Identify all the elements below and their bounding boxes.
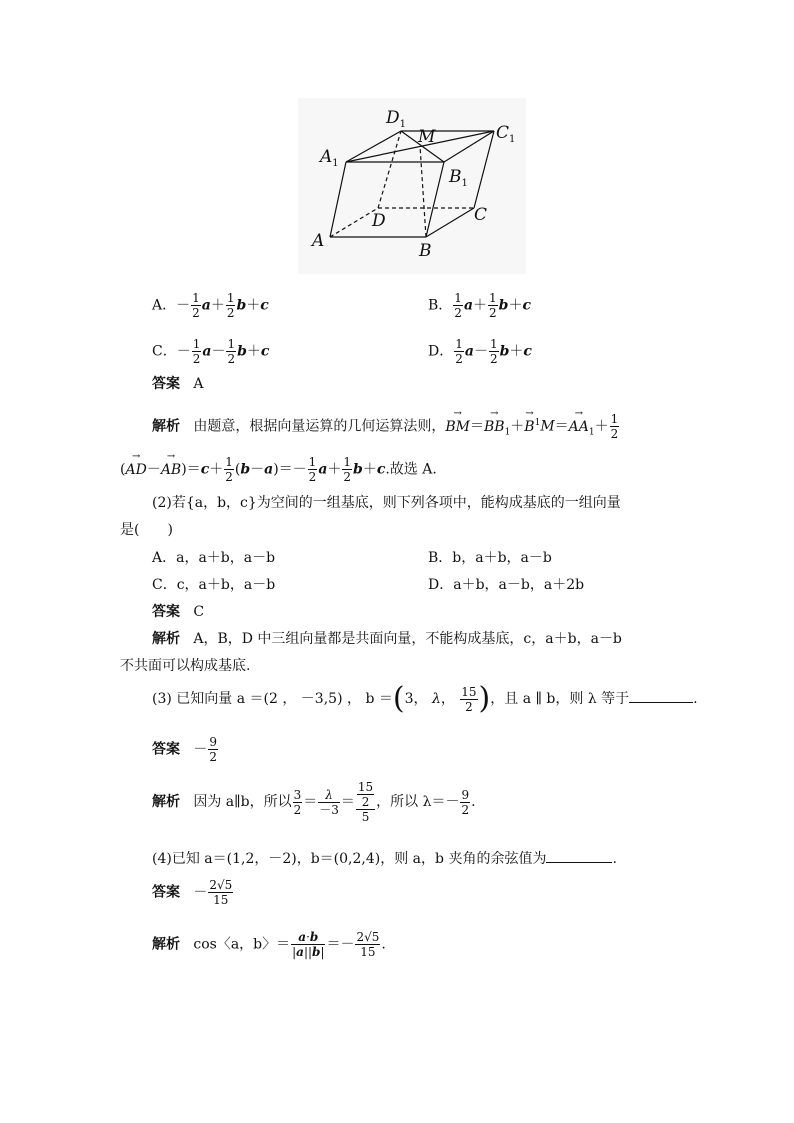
q2-stem-line2: 是( ) bbox=[120, 522, 173, 538]
label-C1: $C_1$ bbox=[496, 123, 516, 145]
q4-answer: 答案 － $\frac{2√5}{15}$ bbox=[152, 878, 233, 907]
q4-blank bbox=[546, 850, 612, 863]
q2-option-b: B．b，a＋b，a－b bbox=[428, 550, 552, 566]
q1-explanation-line2: (→ AD－→ AB)＝c＋ $\frac{1}{2}$ (b－a)＝－ $\frac{1}{2}$ a＋ $\frac{1}{2}$ b＋c.故选 A. bbox=[120, 455, 437, 484]
q4-stem: (4)已知 a＝(1,2，－2)，b＝(0,2,4)，则 a，b 夹角的余弦值为 . bbox=[152, 851, 617, 867]
label-A: A bbox=[312, 231, 325, 251]
q3-stem: (3) 已知向量 a ＝(2 ， －3,5) ， b ＝(3， λ， $\frac{15}{2}$ )，且 a ∥ b，则 λ 等于 . bbox=[152, 681, 698, 716]
label-D: D bbox=[372, 211, 386, 231]
label-B1: $B_1$ bbox=[449, 167, 468, 189]
q1-option-c: C．－ $\frac{1}{2}$ a－ $\frac{1}{2}$ b＋c bbox=[152, 337, 270, 366]
q2-option-d: D．a＋b，a－b，a＋2b bbox=[428, 577, 585, 593]
label-C: C bbox=[474, 205, 488, 225]
label-B: B bbox=[419, 241, 432, 261]
q1-option-a: A．－ $\frac{1}{2}$ a＋ $\frac{1}{2}$ b＋c bbox=[152, 291, 269, 320]
answer-value: A bbox=[193, 376, 204, 392]
answer-label: 答案 bbox=[152, 376, 180, 392]
parallelepiped-figure bbox=[298, 98, 526, 274]
q3-explanation: 解析 因为 a∥b，所以 $\frac{3}{2}$ ＝ $\frac{\lambda}{-3}$ ＝ $\frac{\frac{15}{2}}{5}$ ，所以 λ＝－ $\frac{9}{2}$ . bbox=[152, 780, 476, 824]
q1-explanation-line1: 解析 由题意，根据向量运算的几何运算法则，→ $BM=\to BB_1+\to B^1M=\to AA_1+$ $\frac{1}{2}$ bbox=[152, 412, 620, 441]
label-A1: $A_1$ bbox=[320, 147, 339, 169]
parallelepiped-diagram bbox=[298, 98, 526, 274]
q2-explanation-line2: 不共面可以构成基底. bbox=[120, 658, 251, 674]
q4-explanation: 解析 cos〈a，b〉＝ $\frac{a\cdot b}{|a||b|}$ ＝－ $\frac{2√5}{15}$ . bbox=[152, 930, 386, 959]
q2-answer: 答案 C bbox=[152, 604, 205, 620]
q1-option-d: D． $\frac{1}{2}$ a－ $\frac{1}{2}$ b＋c bbox=[428, 337, 532, 366]
q1-option-b: B． $\frac{1}{2}$ a＋ $\frac{1}{2}$ b＋c bbox=[428, 291, 531, 320]
q2-option-c: C．c，a＋b，a－b bbox=[152, 577, 276, 593]
q2-explanation-line1: 解析 A，B，D 中三组向量都是共面向量，不能构成基底，c，a＋b，a－b bbox=[152, 631, 622, 647]
q3-answer: 答案 － $\frac{9}{2}$ bbox=[152, 735, 217, 764]
label-M: M bbox=[418, 127, 436, 147]
label-D1: $D_1$ bbox=[386, 108, 407, 130]
q2-stem-line1: (2)若{a，b，c}为空间的一组基底，则下列各项中，能构成基底的一组向量 bbox=[152, 495, 621, 511]
q3-blank bbox=[629, 690, 693, 703]
q2-option-a: A．a，a＋b，a－b bbox=[152, 550, 276, 566]
q1-answer bbox=[152, 377, 203, 391]
